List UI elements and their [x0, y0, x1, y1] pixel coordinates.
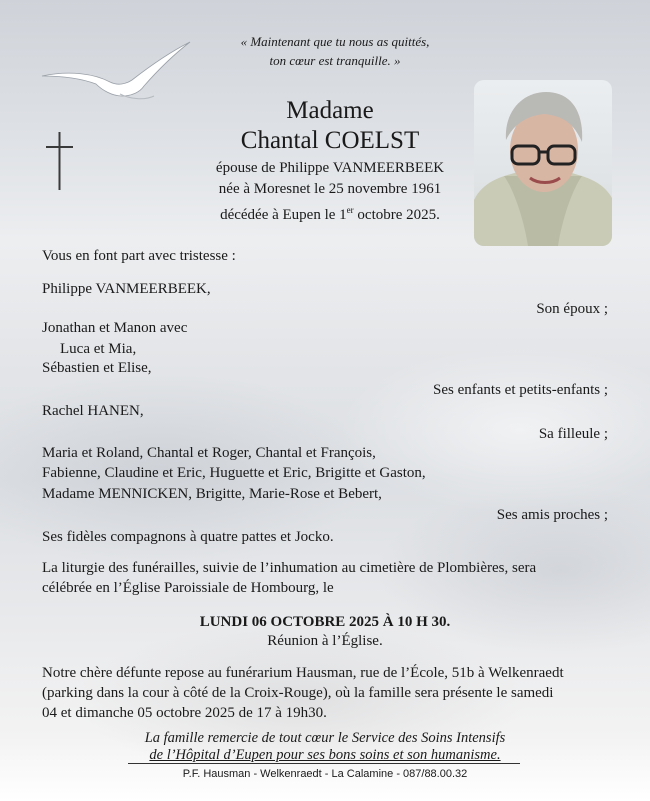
quote-line-1: « Maintenant que tu nous as quittés,	[240, 34, 430, 49]
portrait-photo	[474, 80, 612, 246]
family-friends-line-3: Madame MENNICKEN, Brigitte, Marie-Rose et Bebert,	[42, 486, 382, 502]
family-goddaughter-relation: Sa filleule ;	[538, 426, 608, 442]
family-friends-line-1: Maria et Roland, Chantal et Roger, Chantal et François,	[42, 445, 376, 461]
ceremony-meeting: Réunion à l’Église.	[267, 633, 383, 649]
quote-line-2: ton cœur est tranquille. »	[269, 53, 401, 68]
birth-line: née à Moresnet le 25 novembre 1961	[218, 181, 442, 197]
funeral-home-line-3: 04 et dimanche 05 octobre 2025 de 17 à 19h30.	[42, 705, 327, 721]
thanks-line-2: de l’Hôpital d’Eupen pour ses bons soins et son humanisme.	[149, 747, 501, 763]
pets-line: Ses fidèles compagnons à quatre pattes et Jocko.	[42, 529, 334, 545]
intro-line: Vous en font part avec tristesse :	[42, 248, 236, 264]
death-line: décédée à Eupen le 1er octobre 2025.	[220, 205, 440, 223]
family-spouse-name: Philippe VANMEERBEEK,	[42, 281, 211, 297]
liturgy-line-2: célébrée en l’Église Paroissiale de Hombourg, le	[42, 580, 334, 596]
family-children-line-3: Sébastien et Elise,	[42, 360, 152, 376]
footer-funeral-director: P.F. Hausman - Welkenraedt - La Calamine - 087/88.00.32	[182, 768, 468, 780]
liturgy-line-1: La liturgie des funérailles, suivie de l’inhumation au cimetière de Plombières, sera	[42, 560, 537, 576]
funeral-home-line-1: Notre chère défunte repose au funérarium Hausman, rue de l’École, 51b à Welkenraedt	[42, 665, 564, 681]
deceased-title: Madame	[286, 97, 374, 124]
ceremony-date: LUNDI 06 OCTOBRE 2025 À 10 H 30.	[199, 614, 451, 630]
family-spouse-relation: Son époux ;	[536, 301, 608, 317]
cross-icon	[46, 132, 74, 190]
footer-divider	[128, 763, 520, 764]
family-friends-relation: Ses amis proches ;	[496, 507, 608, 523]
deceased-name: Chantal COELST	[240, 127, 420, 154]
funeral-home-line-2: (parking dans la cour à côté de la Croix-Rouge), où la famille sera présente le samedi	[42, 685, 554, 701]
family-children-line-2: Luca et Mia,	[60, 341, 137, 357]
spouse-line: épouse de Philippe VANMEERBEEK	[215, 160, 445, 176]
thanks-line-1: La famille remercie de tout cœur le Service des Soins Intensifs	[144, 730, 506, 746]
epitaph-quote	[150, 32, 520, 70]
family-goddaughter-name: Rachel HANEN,	[42, 403, 144, 419]
family-friends-line-2: Fabienne, Claudine et Eric, Huguette et Eric, Brigitte et Gaston,	[42, 465, 426, 481]
family-children-line-1: Jonathan et Manon avec	[42, 320, 188, 336]
family-children-relation: Ses enfants et petits-enfants ;	[433, 382, 608, 398]
